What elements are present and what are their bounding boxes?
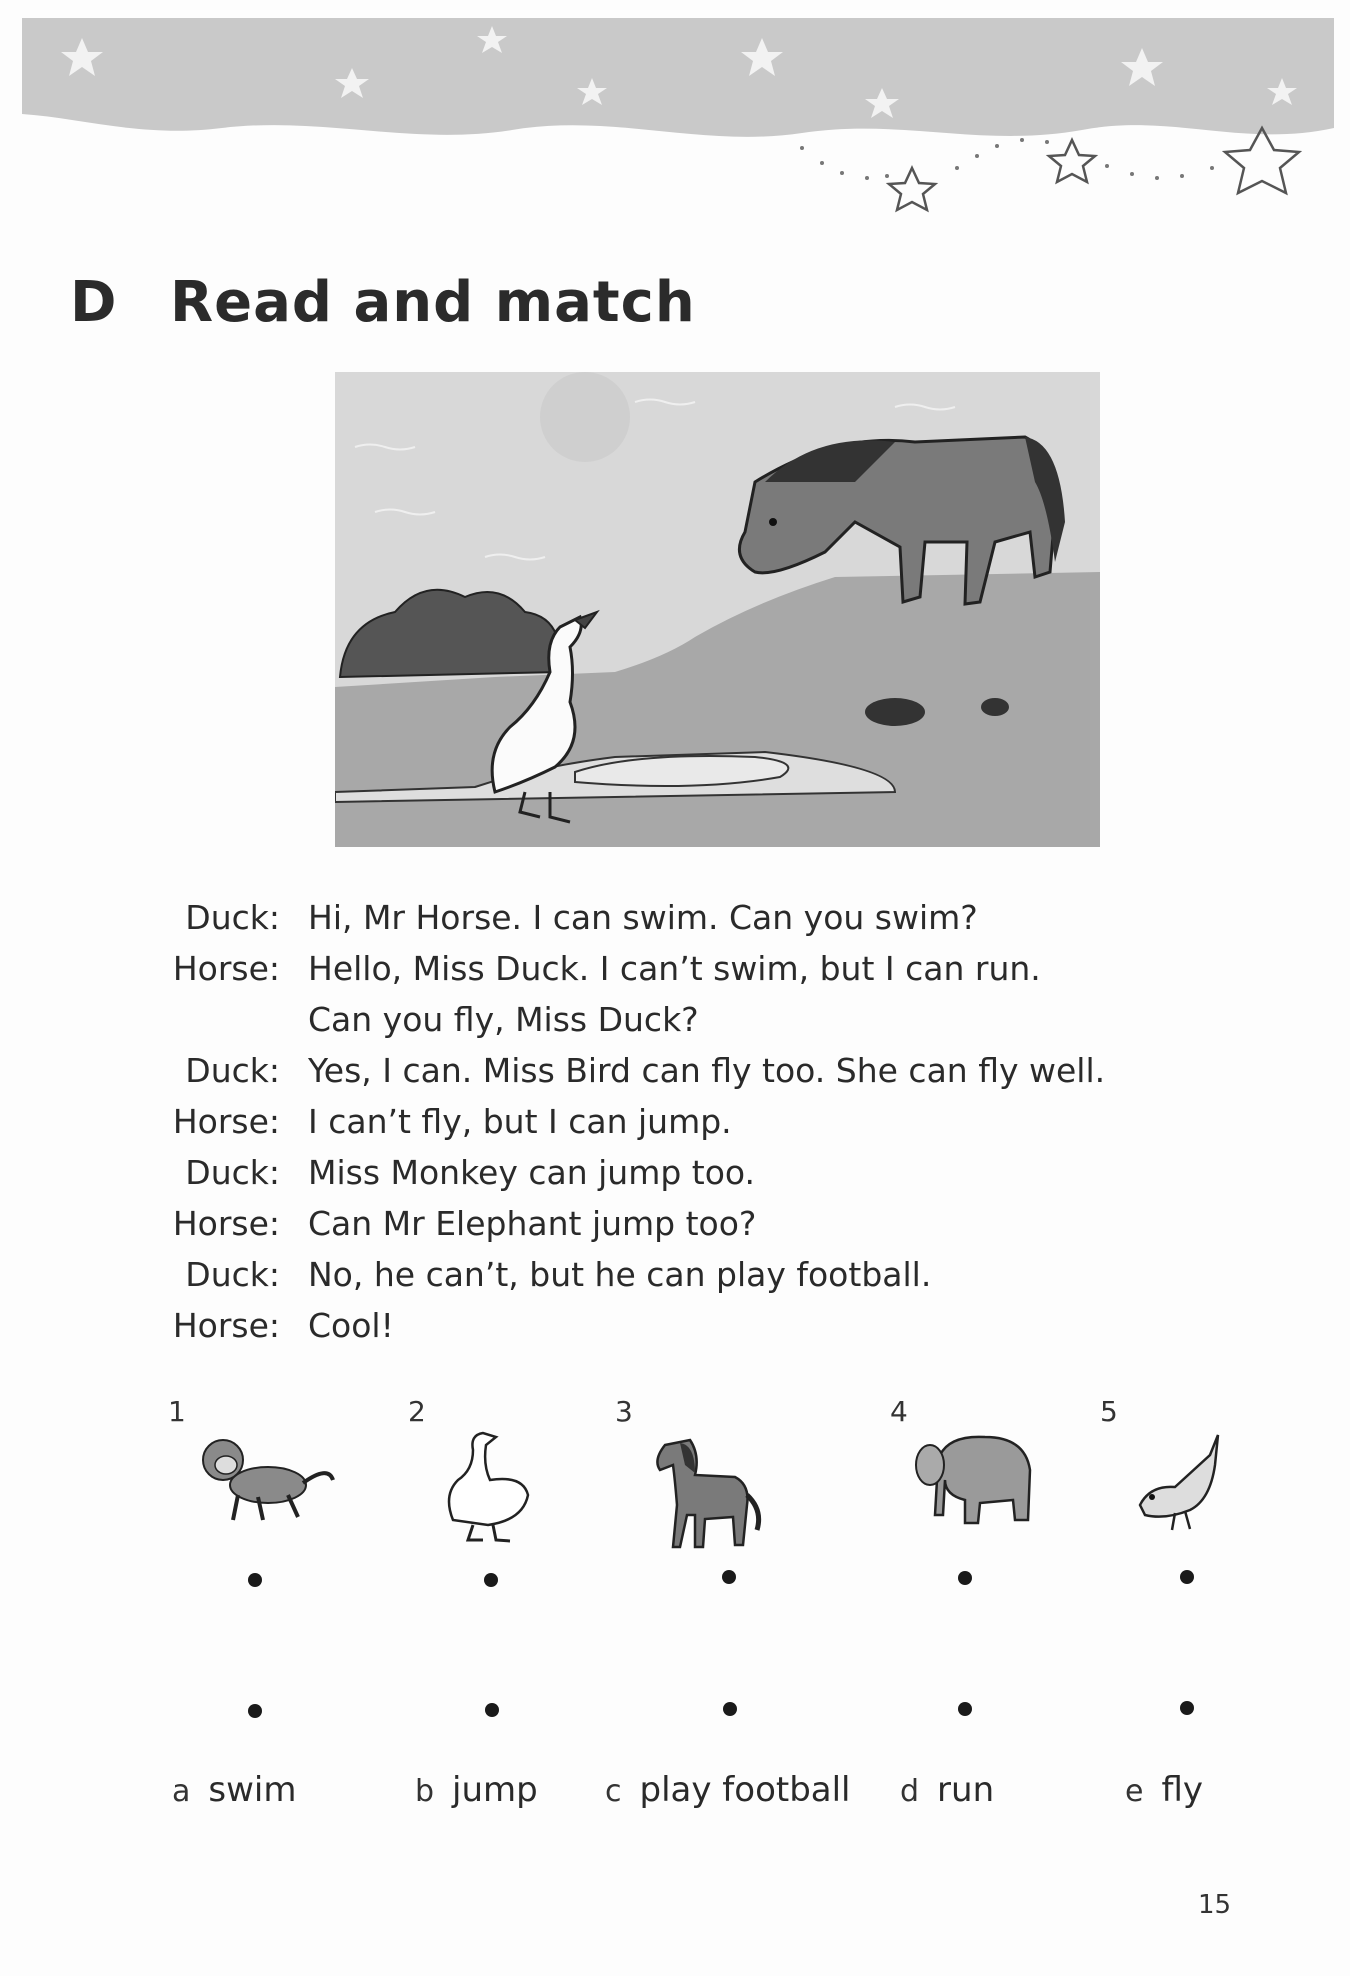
animal-item-2 xyxy=(408,1395,608,1575)
match-dot-top-2[interactable] xyxy=(484,1573,498,1587)
option-letter: b xyxy=(415,1774,435,1809)
speaker-label: Duck: xyxy=(185,1153,280,1192)
speaker-label: Duck: xyxy=(185,1255,280,1294)
monkey-icon xyxy=(188,1425,338,1535)
option-label: swim xyxy=(208,1770,297,1810)
animal-row xyxy=(0,1395,1350,1575)
match-dot-bottom-a[interactable] xyxy=(248,1704,262,1718)
match-dot-top-4[interactable] xyxy=(958,1571,972,1585)
speech-text: Can Mr Elephant jump too? xyxy=(308,1204,757,1243)
speech-text: No, he can’t, but he can play football. xyxy=(308,1255,932,1294)
speaker-label: Horse: xyxy=(172,1204,280,1243)
speaker-label: Horse: xyxy=(172,1102,280,1141)
dialogue-line xyxy=(150,1300,1200,1351)
dialogue xyxy=(150,892,1200,1351)
animal-item-1 xyxy=(168,1395,368,1575)
option-letter: e xyxy=(1125,1774,1144,1809)
elephant-icon xyxy=(910,1425,1040,1535)
animal-number: 4 xyxy=(890,1395,908,1428)
animal-item-5 xyxy=(1100,1395,1300,1575)
animal-number: 5 xyxy=(1100,1395,1118,1428)
dialogue-line xyxy=(150,994,1200,1045)
option-b xyxy=(415,1770,538,1810)
animal-number: 1 xyxy=(168,1395,186,1428)
horse-duck-illustration xyxy=(335,372,1100,847)
speech-text: Can you fly, Miss Duck? xyxy=(308,1000,699,1039)
match-dot-bottom-c[interactable] xyxy=(723,1702,737,1716)
option-label: fly xyxy=(1161,1770,1204,1810)
speaker-label: Duck: xyxy=(185,898,280,937)
speech-text: Yes, I can. Miss Bird can fly too. She can fly well. xyxy=(308,1051,1106,1090)
dialogue-line xyxy=(150,1045,1200,1096)
speech-text: Miss Monkey can jump too. xyxy=(308,1153,756,1192)
option-label: play football xyxy=(639,1770,851,1810)
option-letter: d xyxy=(900,1774,920,1809)
animal-number: 3 xyxy=(615,1395,633,1428)
animal-number: 2 xyxy=(408,1395,426,1428)
dialogue-line xyxy=(150,943,1200,994)
dialogue-line xyxy=(150,892,1200,943)
option-a xyxy=(172,1770,296,1810)
match-dot-bottom-e[interactable] xyxy=(1180,1701,1194,1715)
speech-text: Hi, Mr Horse. I can swim. Can you swim? xyxy=(308,898,978,937)
animal-item-4 xyxy=(890,1395,1090,1575)
section-letter: D xyxy=(70,270,118,335)
match-dot-bottom-d[interactable] xyxy=(958,1702,972,1716)
dialogue-line xyxy=(150,1096,1200,1147)
speech-text: Hello, Miss Duck. I can’t swim, but I can run. xyxy=(308,949,1041,988)
speech-text: Cool! xyxy=(308,1306,394,1345)
star-banner xyxy=(22,18,1334,248)
horse-icon xyxy=(635,1425,765,1555)
dialogue-line xyxy=(150,1249,1200,1300)
option-label: run xyxy=(937,1770,995,1810)
option-c xyxy=(605,1770,851,1810)
match-dot-top-1[interactable] xyxy=(248,1573,262,1587)
match-dot-top-3[interactable] xyxy=(722,1570,736,1584)
match-dot-bottom-b[interactable] xyxy=(485,1703,499,1717)
speaker-label xyxy=(150,994,308,1045)
animal-item-3 xyxy=(615,1395,815,1575)
section-title: Read and match xyxy=(170,270,696,335)
speaker-label: Duck: xyxy=(185,1051,280,1090)
speech-text: I can’t fly, but I can jump. xyxy=(308,1102,732,1141)
dialogue-line xyxy=(150,1198,1200,1249)
dialogue-line xyxy=(150,1147,1200,1198)
speaker-label: Horse: xyxy=(172,1306,280,1345)
option-e xyxy=(1125,1770,1203,1810)
section-heading xyxy=(70,270,696,335)
match-dot-top-5[interactable] xyxy=(1180,1570,1194,1584)
option-letter: a xyxy=(172,1774,191,1809)
option-letter: c xyxy=(605,1774,622,1809)
option-label: jump xyxy=(452,1770,538,1810)
page-number: 15 xyxy=(1198,1890,1232,1920)
option-d xyxy=(900,1770,994,1810)
bird-icon xyxy=(1120,1425,1240,1545)
speaker-label: Horse: xyxy=(172,949,280,988)
duck-icon xyxy=(428,1425,548,1545)
